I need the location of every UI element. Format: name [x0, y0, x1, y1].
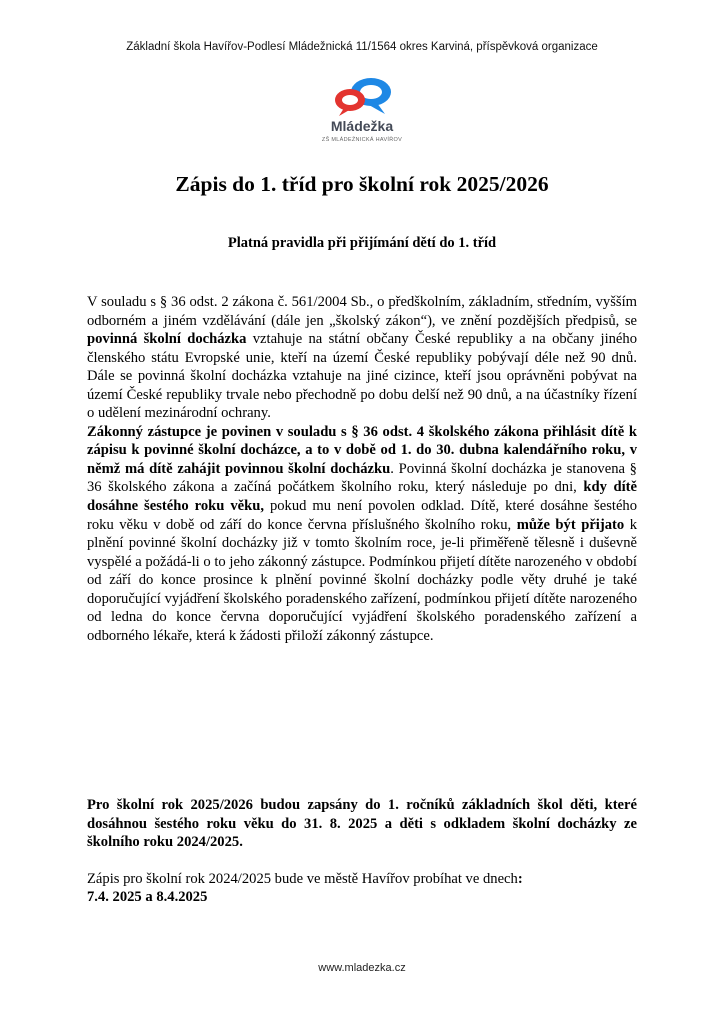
- text-run: . Povinná školní docházka je stanovena § 36 školského zákona a začíná počátkem školního roku, který následuje po dni,: [87, 460, 637, 496]
- text-run: V souladu s § 36 odst. 2 zákona č. 561/2004 Sb., o předškolním, základním, středním, vyšším odborném a jiném vzdělávání (dále jen „školský zákon“), ve znění pozdějších předpisů, se: [87, 294, 637, 329]
- bold-run: kdy dítě dosáhne šestého roku věku,: [87, 479, 638, 515]
- text-run: k plnění povinné školní docházky již v tomto školním roce, je-li přiměřeně tělesně i duševně vyspělé a požádá-li o to jeho zákonný zástupce. Podmínkou přijetí dítěte narozeného v období od září do konce prosince k plnění povinné školní docházky podle věty druhé je také doporučující vyjádření školského poradenského zařízení, podmínkou přijetí dítěte narozeného od ledna do konce června doporučující vyjádření školského poradenského zařízení a odborného lékaře, která k žádosti přiloží zákonný zástupce.: [87, 516, 637, 644]
- footer-website: www.mladezka.cz: [318, 962, 406, 974]
- bold-run: může být přijato: [516, 516, 625, 533]
- paragraph-enrollment-dates: [87, 870, 637, 907]
- closing-text: [87, 796, 637, 907]
- text-run: vztahuje na státní občany České republiky a na občany jiného členského státu Evropské unie, kteří na území České republiky pobývají déle než 90 dnů. Dále se povinná školní docházka vztahuje na jiné cizince, kteří jsou oprávněni pobývat na území České republiky trvale nebo přechodně po dobu delší než 90 dnů, a na účastníky řízení o udělení mezinárodní ochrany.: [87, 331, 637, 422]
- school-logo: [313, 76, 411, 166]
- page-title: Zápis do 1. tříd pro školní rok 2025/2026: [175, 172, 549, 196]
- paragraph-enrollment-duty: [87, 423, 637, 646]
- enrollment-dates: 7.4. 2025 a 8.4.2025: [87, 889, 208, 906]
- bold-run: :: [517, 870, 523, 887]
- page-subtitle: Platná pravidla při přijímání dětí do 1. tříd: [227, 235, 497, 251]
- bold-run: povinná školní docházka: [87, 331, 247, 348]
- paragraph-eligibility: [87, 796, 637, 852]
- school-header: Základní škola Havířov-Podlesí Mládežnická 11/1564 okres Karviná, příspěvková organizace: [126, 41, 598, 53]
- logo-subtitle: ZŠ MLÁDEŽNICKÁ HAVÍŘOV: [321, 137, 403, 143]
- speech-bubbles-icon: [313, 76, 411, 118]
- bold-run: Zákonný zástupce je povinen v souladu s § 36 odst. 4 školského zákona přihlásit dítě k zápisu k povinné školní docházce, a to v době od 1. do 30. dubna kalendářního roku, v němž má dítě zahájit povinnou školní docházku: [87, 423, 637, 477]
- logo-name: Mládežka: [330, 118, 394, 134]
- paragraph-compulsory-attendance: [87, 293, 637, 423]
- text-run: pokud mu není povolen odklad. Dítě, které dosáhne šestého roku věku v době od září do konce června příslušného školního roku,: [87, 498, 638, 533]
- text-run: Zápis pro školní rok 2024/2025 bude ve městě Havířov probíhat ve dnech: [87, 870, 518, 887]
- main-text: [87, 293, 637, 645]
- bold-run: Pro školní rok 2025/2026 budou zapsány do 1. ročníků základních škol děti, které dosáhnou šestého roku věku do 31. 8. 2025 a děti s odkladem školní docházky ze školního roku 2024/2025.: [87, 797, 637, 851]
